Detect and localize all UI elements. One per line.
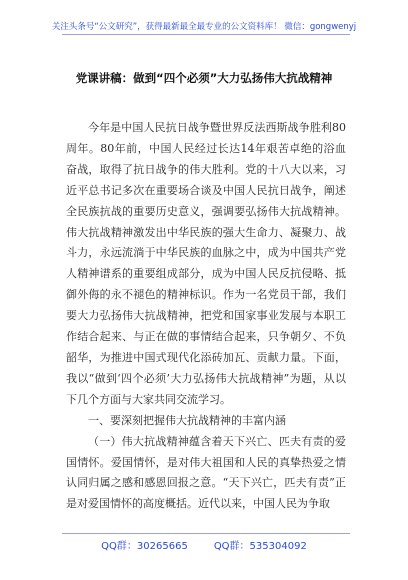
footer-divider: [62, 533, 350, 534]
footer-qq-group-2: QQ群：535304092: [213, 541, 307, 552]
footer: [0, 537, 408, 552]
header-divider: [62, 34, 350, 35]
footer-qq-group-1: QQ群：30265665: [101, 541, 188, 552]
section-heading: 一、要深刻把握伟大抗战精神的丰富内涵: [88, 413, 286, 427]
subsection-paragraph: （一）伟大抗战精神蕴含着天下兴亡、匹夫有责的爱国情怀。爱国情怀，是对伟大祖国和人民的真挚热爱之情认同归属之感和感恩回报之意。“天下兴亡，匹夫有责”正是对爱国情怀的高度概括。近代以来，中国人民为争取: [66, 434, 346, 511]
document-title: 党课讲稿：做到“四个必须”大力弘扬伟大抗战精神: [75, 71, 333, 85]
body-paragraph: 今年是中国人民抗日战争暨世界反法西斯战争胜利80周年。80年前，中国人民经过长达14年艰苦卓绝的浴血奋战，取得了抗日战争的伟大胜利。党的十八大以来，习近平总书记多次在重要场合谈及中国人民抗日战争，阐述全民族抗战的重要历史意义，强调要弘扬伟大抗战精神。伟大抗战精神激发出中华民族的强大生命力、凝聚力、战斗力，永远流淌于中华民族的血脉之中，成为中国共产党人精神谱系的重要组成部分，成为中国人民反抗侵略、抵御外侮的永不褪色的精神标识。作为一名党员干部，我们要大力弘扬伟大抗战精神，把党和国家事业发展与本职工作结合起来、与正在做的事情结合起来，只争朝夕、不负韶华，为推进中国式现代化添砖加瓦、贡献力量。下面，我以“做到‘四个必须’大力弘扬伟大抗战精神”为题，从以下几个方面与大家共同交流学习。: [66, 121, 346, 406]
header-banner: 关注头条号“公文研究”，获得最新最全最专业的公文资料库！ 微信：gongwenyj: [51, 22, 357, 32]
document-body: [66, 118, 346, 515]
